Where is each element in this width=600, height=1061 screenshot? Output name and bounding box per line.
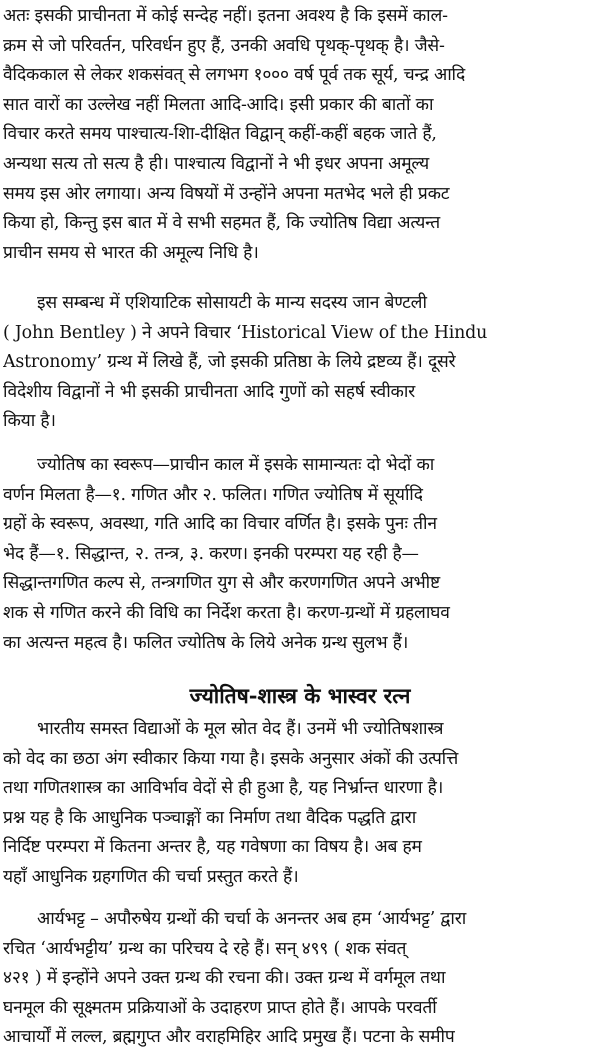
text-line: आचार्यों में लल्ल, ब्रह्मगुप्त और वराहमिहिर आदि प्रमुख हैं। पटना के समीप [3, 1027, 455, 1048]
text-line: का अत्यन्त महत्व है। फलित ज्योतिष के लिये अनेक ग्रन्थ सुलभ हैं। [3, 632, 409, 653]
text-line: ग्रहों के स्वरूप, अवस्था, गति आदि का विचार वर्णित है। इसके पुनः तीन [3, 514, 437, 535]
paragraph-antiquity [3, 2, 597, 268]
text-line: अन्यथा सत्य तो सत्य है ही। पाश्चात्य विद्वानों ने भी इधर अपना अमूल्य [3, 153, 430, 174]
text-line: किया है। [3, 411, 56, 432]
text-line: शक से गणित करने की विधि का निर्देश करता है। करण-ग्रन्थों में ग्रहलाघव [3, 602, 450, 623]
text-line: इस सम्बन्ध में एशियाटिक सोसायटी के मान्य सदस्य जान बेण्टली [37, 293, 427, 313]
text-line: ४२१ ) में इन्होंने अपने उक्त ग्रन्थ की रचना की। उक्त ग्रन्थ में वर्गमूल तथा [3, 968, 446, 989]
text-line: को वेद का छठा अंग स्वीकार किया गया है। इसके अनुसार अंकों की उत्पत्ति [3, 748, 459, 769]
text-line: अतः इसकी प्राचीनता में कोई सन्देह नहीं। इतना अवश्य है कि इसमें काल- [3, 6, 448, 26]
text-line: क्रम से जो परिवर्तन, परिवर्धन हुए हैं, उनकी अवधि पृथक्-पृथक् है। जैसे- [3, 35, 445, 56]
text-line: प्रश्न यह है कि आधुनिक पञ्चाङ्गों का निर्माण तथा वैदिक पद्धति द्वारा [3, 807, 417, 828]
text-line: ( John Bentley ) ने अपने विचार ‘Historical View of the Hindu [3, 322, 488, 343]
text-line: प्राचीन समय से भारत की अमूल्य निधि है। [3, 242, 259, 263]
paragraph-aryabhata [3, 905, 597, 1053]
text-line: रचित ‘आर्यभट्टीय’ ग्रन्थ का परिचय दे रहे हैं। सन् ४९९ ( शक संवत् [3, 938, 407, 959]
text-line: भेद हैं—१. सिद्धान्त, २. तन्त्र, ३. करण। इनकी परम्परा यह रही है— [3, 543, 419, 564]
paragraph-vedic-origin [3, 715, 597, 893]
text-line: घनमूल की सूक्ष्मतम प्रक्रियाओं के उदाहरण प्राप्त होते हैं। आपके परवर्ती [3, 997, 437, 1018]
text-line: Astronomy’ ग्रन्थ में लिखे हैं, जो इसकी प्रतिष्ठा के लिये द्रष्टव्य हैं। दूसरे [3, 352, 456, 373]
paragraph-bentley [3, 289, 597, 437]
text-line: विदेशीय विद्वानों ने भी इसकी प्राचीनता आदि गुणों को सहर्ष स्वीकार [3, 381, 416, 402]
text-line: समय इस ओर लगाया। अन्य विषयों में उन्होंने अपना मतभेद भले ही प्रकट [3, 183, 450, 204]
text-line: वैदिककाल से लेकर शकसंवत् से लगभग १००० वर्ष पूर्व तक सूर्य, चन्द्र आदि [3, 65, 466, 86]
text-line: आर्यभट्ट – अपौरुषेय ग्रन्थों की चर्चा के अनन्तर अब हम ‘आर्यभट्ट’ द्वारा [37, 909, 467, 929]
text-line: वर्णन मिलता है—१. गणित और २. फलित। गणित ज्योतिष में सूर्यादि [3, 484, 423, 505]
text-line: विचार करते समय पाश्चात्य-शिा-दीक्षित विद्वान् कहीं-कहीं बहक जाते हैं, [3, 124, 437, 145]
paragraph-nature-of-jyotish [3, 451, 597, 658]
text-line: निर्दिष्ट परम्परा में कितना अन्तर है, यह गवेषणा का विषय है। अब हम [3, 837, 422, 858]
text-line: यहाँ आधुनिक ग्रहगणित की चर्चा प्रस्तुत करते हैं। [3, 866, 299, 887]
text-line: किया हो, किन्तु इस बात में वे सभी सहमत हैं, कि ज्योतिष विद्या अत्यन्त [3, 213, 440, 234]
text-line: भारतीय समस्त विद्याओं के मूल स्रोत वेद हैं। उनमें भी ज्योतिषशास्त्र [37, 719, 444, 739]
text-line: ज्योतिष का स्वरूप—प्राचीन काल में इसके सामान्यतः दो भेदों का [37, 455, 435, 475]
text-line: सात वारों का उल्लेख नहीं मिलता आदि-आदि। इसी प्रकार की बातों का [3, 94, 434, 115]
text-line: तथा गणितशास्त्र का आविर्भाव वेदों से ही हुआ है, यह निर्भ्रान्त धारणा है। [3, 778, 444, 799]
section-heading: ज्योतिष-शास्त्र के भास्वर रत्न [189, 683, 411, 708]
text-line: सिद्धान्तगणित कल्प से, तन्त्रगणित युग से और करणगणित अपने अभीष्ट [3, 573, 440, 594]
